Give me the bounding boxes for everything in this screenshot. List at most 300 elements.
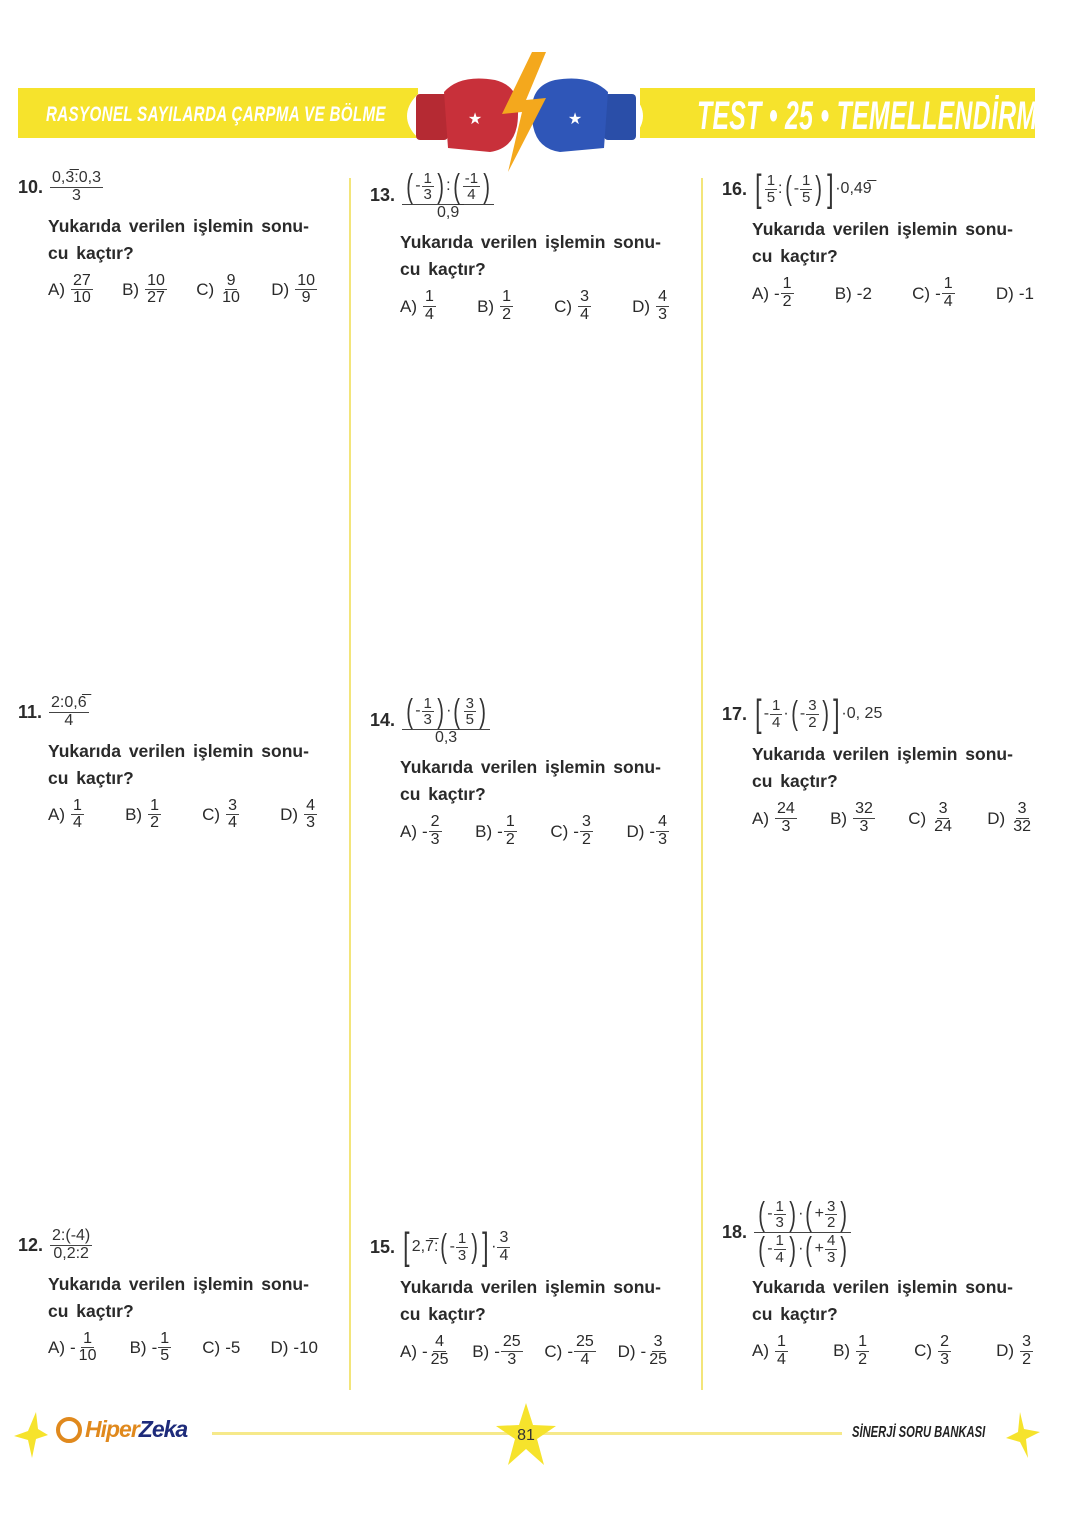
expr-text: 0,2:2 (53, 1244, 89, 1262)
numerator: 2 (430, 813, 440, 831)
math-expression (48, 695, 90, 730)
option-letter: C) (554, 296, 573, 316)
denominator (800, 190, 812, 206)
answer-options (48, 273, 318, 308)
option-fraction (295, 273, 317, 308)
stem-line: Yukarıda verilen işlemin sonu- (752, 744, 1013, 765)
option-value: -10 (293, 1337, 318, 1357)
question-header (18, 170, 318, 205)
option-letter: A) (48, 804, 65, 824)
expr-text: - (793, 180, 800, 198)
numerator (770, 698, 782, 715)
option-sign: - (497, 821, 503, 841)
brackets (401, 1225, 491, 1268)
answer-option-d[interactable] (987, 801, 1034, 836)
answer-option-b[interactable] (830, 801, 876, 836)
denominator: 5 (160, 1347, 170, 1365)
option-letter: B) (122, 279, 140, 299)
fraction (770, 698, 782, 731)
question-number: 18. (722, 1221, 748, 1242)
numerator: 1 (425, 288, 434, 306)
option-fraction (656, 289, 669, 324)
numerator: 24 (777, 800, 795, 818)
fraction (774, 1199, 786, 1232)
answer-option-b[interactable] (122, 273, 168, 308)
answer-option-c[interactable] (544, 1334, 596, 1369)
question-number: 13. (370, 185, 396, 206)
answer-option-b[interactable] (472, 1334, 523, 1369)
stem-line: cu kaçtır? (752, 771, 838, 792)
answer-option-d[interactable] (271, 273, 318, 308)
stem-line: Yukarıda verilen işlemin sonu- (400, 232, 661, 253)
expr-text: 3 (826, 1197, 836, 1215)
expr-text: - (763, 705, 770, 723)
numerator: 1 (505, 813, 515, 831)
option-fraction (775, 1334, 788, 1369)
fraction (50, 1228, 92, 1263)
close-delim: ) (437, 168, 444, 205)
expr-text: 4 (467, 186, 476, 204)
question-stem (752, 216, 1034, 270)
fraction (456, 1231, 468, 1264)
expr-text: 1 (775, 1197, 784, 1215)
numerator (422, 171, 434, 188)
denominator: 4 (580, 1351, 590, 1369)
expr-text: : (778, 180, 783, 198)
option-sign: - (151, 1337, 158, 1357)
option-sign: - (573, 821, 579, 841)
answer-option-d[interactable] (280, 798, 318, 833)
numerator: 4 (658, 288, 667, 306)
denominator (62, 713, 75, 730)
open-delim: ( (758, 1230, 765, 1268)
stem-line: cu kaçtır? (400, 259, 486, 280)
stem-line: Yukarıda verilen işlemin sonu- (752, 1277, 1013, 1298)
numerator (402, 695, 490, 730)
denominator: 2 (502, 306, 511, 324)
question-stem (400, 229, 670, 283)
option-sign: - (70, 1337, 76, 1357)
option-letter: A) (400, 821, 417, 841)
open-delim: ( (440, 1228, 448, 1266)
option-fraction (145, 273, 167, 308)
answer-option-b[interactable] (835, 284, 872, 304)
fraction (422, 171, 434, 204)
numerator: 10 (147, 271, 165, 289)
question-stem (48, 1271, 318, 1325)
fraction (422, 696, 434, 729)
expr-text: 0,3̅:0,3 (52, 169, 101, 186)
denominator (422, 712, 434, 728)
option-letter: C) (912, 283, 931, 303)
answer-option-d[interactable] (626, 814, 670, 849)
answer-option-d[interactable] (996, 1334, 1034, 1369)
answer-option-a[interactable] (752, 276, 795, 311)
fraction (806, 698, 818, 731)
option-letter: C) (908, 808, 927, 828)
option-sign: - (422, 821, 428, 841)
expr-text: ·0,49̅ (835, 180, 872, 198)
numerator: 3 (938, 800, 948, 818)
expr-text: 2 (826, 1214, 836, 1232)
page-number: 81 (517, 1427, 535, 1444)
question-10 (18, 170, 318, 307)
numerator (463, 171, 480, 188)
denominator (433, 730, 459, 747)
open-delim: ( (784, 170, 792, 208)
denominator (774, 1250, 786, 1266)
denominator (825, 1250, 837, 1266)
denominator: 10 (78, 1347, 97, 1365)
denominator: 3 (658, 831, 667, 849)
denominator (825, 1215, 837, 1231)
question-number: 11. (18, 701, 43, 722)
denominator: 3 (507, 1351, 517, 1369)
answer-options (400, 1334, 670, 1369)
expr-text: 4 (772, 713, 781, 731)
stem-line: cu kaçtır? (48, 242, 134, 263)
fraction (754, 1198, 851, 1266)
numerator (765, 173, 777, 190)
option-fraction (429, 814, 442, 849)
denominator: 3 (781, 818, 791, 836)
answer-option-c[interactable] (196, 273, 243, 308)
question-12 (18, 1228, 318, 1365)
answer-option-a[interactable] (752, 801, 798, 836)
close-delim: ) (483, 168, 491, 205)
numerator: 4 (306, 796, 315, 814)
expr-text: - (415, 702, 421, 720)
numerator: 25 (576, 1333, 594, 1351)
option-value: -1 (1018, 283, 1034, 303)
denominator (770, 715, 782, 731)
option-letter: D) (987, 808, 1006, 828)
fraction (463, 171, 480, 204)
question-header (722, 692, 1034, 735)
expr-text: + (814, 1205, 824, 1223)
stem-line: Yukarıda verilen işlemin sonu- (48, 1273, 309, 1294)
denominator (765, 190, 777, 206)
option-letter: C) (550, 821, 569, 841)
fraction (825, 1233, 837, 1266)
parentheses (803, 1198, 849, 1232)
open-delim: ( (805, 1230, 813, 1268)
option-fraction (501, 1334, 523, 1369)
option-fraction (856, 1334, 869, 1369)
stem-line: Yukarıda verilen işlemin sonu- (48, 215, 309, 236)
answer-option-a[interactable] (400, 814, 443, 849)
answer-option-a[interactable] (400, 1334, 451, 1369)
open-delim: [ (755, 167, 762, 210)
numerator: 1 (858, 1333, 867, 1351)
numerator (825, 1233, 837, 1250)
column-divider (701, 178, 703, 1390)
svg-text:★: ★ (567, 111, 583, 128)
question-14 (370, 695, 670, 849)
answer-option-b[interactable] (475, 814, 518, 849)
option-fraction (158, 1331, 171, 1366)
fraction (50, 170, 103, 205)
open-delim: ( (758, 1196, 765, 1233)
numerator (774, 1199, 786, 1216)
option-fraction (71, 273, 93, 308)
numerator (806, 698, 818, 715)
answer-option-a[interactable] (752, 1334, 789, 1369)
expr-text: 4 (64, 711, 74, 729)
option-letter: D) (280, 804, 299, 824)
option-fraction (148, 798, 161, 833)
expr-text: 1 (772, 696, 781, 714)
answer-options (752, 276, 1034, 311)
stem-line: Yukarıda verilen işlemin sonu- (48, 740, 309, 761)
denominator (70, 188, 83, 205)
option-letter: D) (995, 283, 1014, 303)
close-delim: ) (840, 1196, 848, 1233)
answer-option-c[interactable] (554, 289, 592, 324)
math-expression (49, 170, 104, 205)
denominator: 4 (228, 814, 237, 832)
option-letter: D) (996, 1341, 1015, 1361)
question-header (722, 1198, 1034, 1266)
denominator (435, 205, 461, 222)
answer-option-c[interactable] (908, 801, 955, 836)
question-header (18, 1228, 318, 1263)
expr-text: 1 (766, 171, 776, 189)
option-fraction (504, 814, 517, 849)
denominator: 2 (782, 293, 792, 311)
answer-options (400, 814, 670, 849)
option-letter: D) (617, 1341, 636, 1361)
expr-text: 5 (465, 711, 474, 729)
question-number: 17. (722, 703, 748, 724)
answer-options (400, 289, 670, 324)
expr-text: 0,9̅ (437, 203, 460, 221)
option-letter: D) (626, 821, 645, 841)
answer-option-d[interactable] (270, 1338, 318, 1358)
numerator (49, 695, 89, 713)
math-expression (753, 1198, 852, 1266)
open-delim: ( (452, 168, 460, 205)
expr-text: -1 (464, 169, 479, 187)
option-sign: - (774, 283, 780, 303)
expr-text: ·0, 25 (841, 705, 883, 723)
close-delim: ) (471, 1228, 479, 1266)
denominator: 4 (73, 814, 82, 832)
column-divider (349, 178, 351, 1390)
answer-option-c[interactable] (914, 1334, 952, 1369)
denominator (51, 1246, 91, 1263)
answer-option-a[interactable] (48, 1331, 99, 1366)
expr-text: 3 (808, 696, 817, 714)
numerator: 3 (1017, 800, 1027, 818)
answer-option-c[interactable] (550, 814, 594, 849)
option-letter: C) (196, 279, 215, 299)
open-delim: ( (453, 693, 461, 730)
expr-text: 1 (423, 169, 432, 187)
question-stem (48, 738, 318, 792)
numerator (825, 1199, 837, 1216)
math-expression (753, 692, 883, 735)
numerator: 1 (160, 1329, 170, 1347)
stem-line: Yukarıda verilen işlemin sonu- (400, 757, 661, 778)
star-icon (1006, 1412, 1040, 1458)
option-letter: A) (752, 808, 769, 828)
expr-text: 5 (766, 188, 776, 206)
option-fraction (938, 1334, 951, 1369)
open-delim: [ (755, 692, 762, 735)
numerator: 4 (658, 813, 667, 831)
expr-text: 2:0,6̅ (51, 694, 87, 711)
denominator: 3 (306, 814, 315, 832)
denominator: 24 (934, 818, 952, 836)
question-11 (18, 695, 318, 832)
answer-option-d[interactable] (632, 289, 670, 324)
numerator (402, 170, 494, 205)
answer-option-c[interactable] (202, 1338, 240, 1358)
numerator: 3 (653, 1333, 663, 1351)
question-18 (722, 1198, 1034, 1369)
question-15 (370, 1225, 670, 1369)
fraction (765, 173, 777, 206)
option-letter: D) (270, 1337, 289, 1357)
parentheses (438, 1230, 480, 1264)
option-letter: C) (914, 1341, 933, 1361)
svg-text:★: ★ (467, 111, 483, 128)
denominator (456, 1248, 468, 1264)
question-number: 12. (18, 1234, 44, 1255)
answer-option-b[interactable] (477, 289, 514, 324)
question-header (370, 1225, 670, 1268)
denominator (806, 715, 818, 731)
option-fraction (304, 798, 317, 833)
denominator (774, 1215, 786, 1231)
option-value: -5 (225, 1337, 241, 1357)
denominator: 25 (430, 1351, 449, 1369)
denominator: 2 (505, 831, 515, 849)
denominator: 3 (940, 1350, 949, 1368)
option-letter: B) (830, 808, 848, 828)
close-delim: ) (821, 695, 829, 733)
question-16 (722, 167, 1034, 311)
denominator: 2 (1022, 1350, 1031, 1368)
numerator: 9 (226, 271, 236, 289)
option-letter: B) (125, 804, 143, 824)
expr-text: · (783, 705, 789, 723)
close-delim: ) (815, 170, 823, 208)
parentheses (451, 170, 493, 204)
close-delim: ] (826, 167, 834, 210)
denominator (422, 187, 434, 203)
option-letter: B) (834, 283, 852, 303)
answer-options (752, 1334, 1034, 1369)
numerator (456, 1231, 468, 1248)
numerator: 1 (150, 796, 159, 814)
option-fraction (1011, 801, 1033, 836)
question-stem (752, 1274, 1034, 1328)
question-header (370, 170, 670, 221)
fraction (825, 1199, 837, 1232)
expr-text: 3 (457, 1246, 467, 1264)
option-fraction (932, 801, 954, 836)
answer-option-d[interactable] (996, 284, 1034, 304)
answer-option-a[interactable] (400, 289, 437, 324)
denominator: 3 (859, 818, 869, 836)
stem-line: cu kaçtır? (752, 1304, 838, 1325)
answer-option-a[interactable] (48, 798, 85, 833)
hiperzeka-logo: Hiper Zeka (56, 1416, 187, 1443)
numerator: 25 (502, 1333, 521, 1351)
denominator: 10 (73, 289, 91, 307)
answer-option-b[interactable] (833, 1334, 870, 1369)
expr-text: 2,7̅: (411, 1238, 439, 1256)
answer-option-d[interactable] (618, 1334, 670, 1369)
expr-text: 3 (775, 1214, 784, 1232)
parentheses (756, 1230, 798, 1268)
option-fraction (578, 289, 591, 324)
expr-text: 3 (423, 711, 432, 729)
parentheses (756, 1198, 798, 1232)
numerator: 1 (502, 288, 511, 306)
expr-text: 4 (826, 1232, 836, 1250)
answer-option-b[interactable] (125, 798, 162, 833)
denominator: 10 (222, 289, 240, 307)
denominator (497, 1248, 510, 1265)
option-letter: A) (48, 279, 65, 299)
expr-text: 3 (826, 1248, 836, 1266)
denominator (464, 712, 476, 728)
numerator (50, 170, 103, 188)
option-fraction (781, 276, 794, 311)
expr-text: 3 (465, 694, 474, 712)
expr-text: 1 (457, 1229, 467, 1247)
answer-option-a[interactable] (48, 273, 94, 308)
answer-option-c[interactable] (912, 276, 956, 311)
expr-text: - (799, 705, 806, 723)
brackets (753, 167, 835, 210)
option-sign: - (935, 283, 941, 303)
fraction (800, 173, 812, 206)
denominator: 4 (777, 1350, 786, 1368)
expr-text: 4 (775, 1248, 784, 1266)
fraction (497, 1230, 510, 1265)
denominator: 2 (150, 814, 159, 832)
numerator (800, 173, 812, 190)
open-delim: ( (406, 693, 413, 730)
answer-option-b[interactable] (130, 1331, 173, 1366)
expr-text: 1 (775, 1232, 784, 1250)
option-value: -2 (856, 283, 872, 303)
stem-line: cu kaçtır? (48, 1300, 134, 1321)
boxing-gloves-icon (400, 52, 650, 172)
option-letter: B) (833, 1341, 851, 1361)
brackets (753, 692, 841, 735)
expr-text: - (449, 1238, 455, 1256)
option-letter: B) (477, 296, 495, 316)
expr-text: 1 (802, 171, 811, 189)
close-delim: ) (840, 1230, 848, 1268)
option-fraction (226, 798, 239, 833)
option-fraction (853, 801, 875, 836)
stem-line: Yukarıda verilen işlemin sonu- (400, 1277, 661, 1298)
question-number: 15. (370, 1236, 396, 1257)
answer-option-c[interactable] (202, 798, 240, 833)
close-delim: ] (482, 1225, 489, 1268)
expr-text: 2 (808, 713, 817, 731)
numerator: 1 (782, 275, 792, 293)
option-sign: - (640, 1341, 647, 1361)
question-stem (400, 1274, 670, 1328)
option-fraction (500, 289, 513, 324)
